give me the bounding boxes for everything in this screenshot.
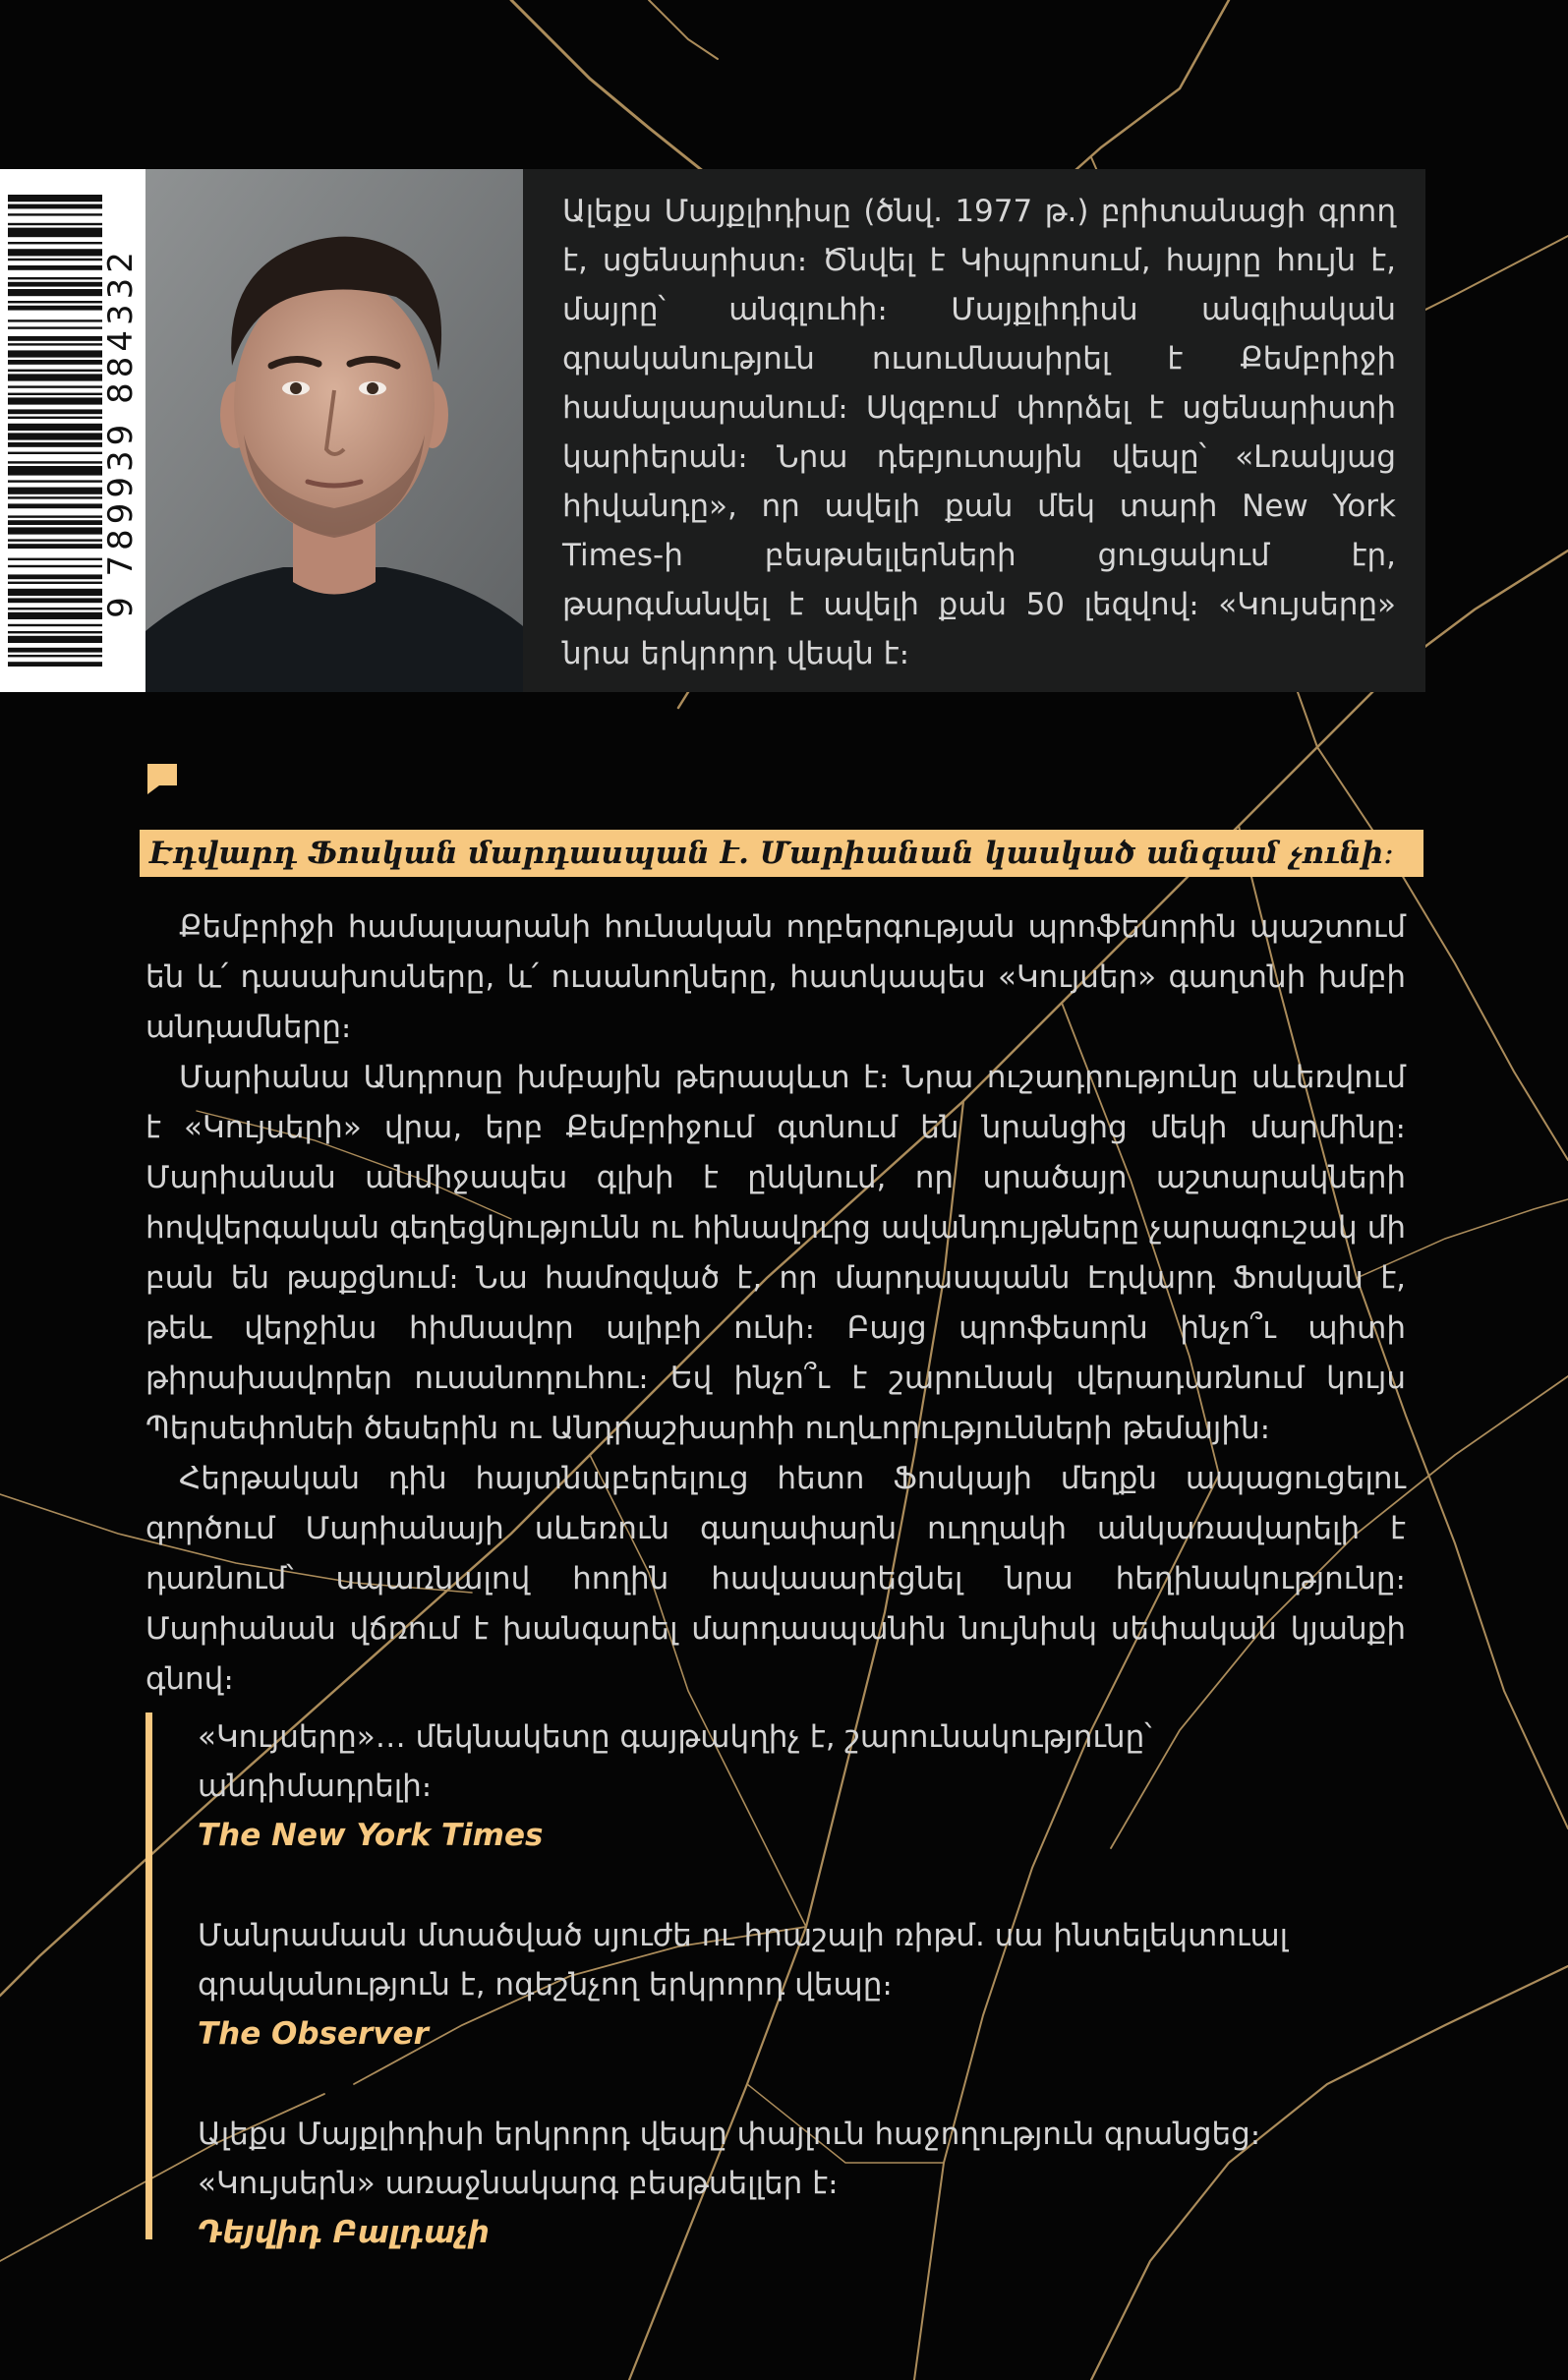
barcode-bar <box>8 326 102 328</box>
barcode-bar <box>8 397 102 404</box>
review-1 <box>198 1712 1325 1860</box>
barcode-bar <box>8 306 102 311</box>
barcode-bar <box>8 662 102 667</box>
barcode-bar <box>8 655 102 657</box>
barcode-bar <box>8 527 102 534</box>
barcode-bar <box>8 496 102 498</box>
barcode-bar <box>8 195 102 202</box>
author-portrait <box>145 169 523 692</box>
barcode-bar <box>8 289 102 296</box>
synopsis <box>145 902 1406 1705</box>
barcode-bar <box>8 589 102 596</box>
barcode-bar <box>8 488 102 494</box>
barcode-bar <box>8 624 102 626</box>
barcode-bar <box>8 452 102 454</box>
tagline-banner: Էդվարդ Ֆոսկան մարդասպան է. Մարիանան կասկած անգամ չունի։ <box>140 830 1423 877</box>
isbn-barcode <box>0 169 145 692</box>
synopsis-paragraph-2: Մարիանա Անդրոսը խմբային թերապևտ է։ Նրա ուշադրությունը սևեռվում է «Կույսերի» վրա, երբ Քեմբրիջում գտնում են նրանցից մեկի մարմինը։ Մարիանան անմիջապես գլխի է ընկնում, որ սրածայր աշտարակների հովվերգական գեղեցկությունն ու հինավուրց ավանդույթները չարագուշակ մի բան են թաքցնում։ Նա համոզված է, որ մարդասպանն Էդվարդ Ֆոսկան է, թեև վերջինս հիմնավոր ալիբի ունի։ Բայց պրոֆեսորն ինչո՞ւ պիտի թիրախավորեր ուսանողուհու։ Եվ ինչո՞ւ է շարունակ վերադառնում կույս Պերսեփոնեի ծեսերին ու Անդրաշխարհի ուղևորությունների թեմային։ <box>145 1060 1406 1446</box>
barcode-bar <box>8 442 102 447</box>
barcode-bar <box>8 259 102 261</box>
barcode-bar <box>8 648 102 653</box>
barcode-bar <box>8 319 102 321</box>
barcode-bar <box>8 574 102 579</box>
barcode-bar <box>8 582 102 584</box>
barcode-bar <box>8 480 102 482</box>
barcode-bar <box>8 228 102 238</box>
review-text: «Կույսերը»… մեկնակետը գայթակղիչ է, շարունակությունը՝ անդիմադրելի։ <box>198 1719 1152 1804</box>
barcode-bar <box>8 466 102 476</box>
barcode-bar <box>8 636 102 643</box>
barcode-bar <box>8 503 102 508</box>
barcode-bar <box>8 350 102 357</box>
barcode-bar <box>8 213 102 215</box>
barcode-bar <box>8 520 102 525</box>
barcode-bar <box>8 265 102 270</box>
barcode-bar <box>8 336 102 341</box>
barcode-bar <box>8 598 102 603</box>
speech-bubble-icon <box>145 762 179 795</box>
barcode-bar <box>8 409 102 414</box>
barcode-bar <box>8 242 102 244</box>
barcode-bar <box>8 515 102 517</box>
barcode-bar <box>8 544 102 549</box>
review-text: Ալեքս Մայքլիդիսի երկրորդ վեպը փայլուն հաջողություն գրանցեց։ «Կույսերն» առաջնակարգ բեսթսելլեր է։ <box>198 2117 1261 2201</box>
review-source: The Observer <box>198 2016 429 2052</box>
review-quotes <box>145 1712 1325 2250</box>
barcode-bar <box>8 433 102 439</box>
barcode-bar <box>8 539 102 541</box>
review-source: Դեյվիդ Բալդաչի <box>198 2215 490 2250</box>
barcode-bar <box>8 631 102 633</box>
review-source: The New York Times <box>198 1818 544 1853</box>
review-3 <box>198 2110 1325 2257</box>
barcode-digits: 9 789939 884332 <box>101 247 141 618</box>
author-bio-box <box>523 169 1425 692</box>
barcode-bar <box>8 204 102 209</box>
synopsis-paragraph-1: Քեմբրիջի համալսարանի հունական ողբերգության պրոֆեսորին պաշտում են և՛ դասախոսները, և՛ ուսանողները, հատկապես «Կույսեր» գաղտնի խմբի անդամները։ <box>145 909 1406 1045</box>
author-bio-text: Ալեքս Մայքլիդիսը (ծնվ. 1977 թ.) բրիտանացի գրող է, սցենարիստ։ Ծնվել է Կիպրոսում, հայրը հույն է, մայրը՝ անգլուհի։ Մայքլիդիսն անգլիական գրականություն ուսումնասիրել է Քեմբրիջի համալսարանում։ Սկզբում փորձել է սցենարիստի կարիերան։ Նրա դեբյուտային վեպը՝ «Լռակյաց հիվանդը», որ ավելի քան մեկ տարի New York Times-ի բեսթսելլերների ցուցակում էր, թարգմանվել է ավելի քան 50 լեզվով։ «Կույսերը» նրա երկրորդ վեպն է։ <box>562 194 1396 671</box>
barcode-bars <box>8 195 102 667</box>
barcode-bar <box>8 370 102 372</box>
barcode-bar <box>8 282 102 287</box>
barcode-bar <box>8 608 102 610</box>
barcode-bar <box>8 461 102 463</box>
barcode-bar <box>8 277 102 279</box>
barcode-bar <box>8 374 102 380</box>
barcode-bar <box>8 612 102 619</box>
barcode-bar <box>8 565 102 567</box>
barcode-bar <box>8 558 102 560</box>
barcode-bar <box>8 301 102 303</box>
synopsis-paragraph-3: Հերթական դին հայտնաբերելուց հետո Ֆոսկայի մեղքն ապացուցելու գործում Մարիանայի սևեռուն գաղափարն ուղղակի անկառավարելի է դառնում՝ սպառնալով հողին հավասարեցնել նրա հեղինակությունը։ Մարիանան վճռում է խանգարել մարդասպանին նույնիսկ սեփական կյանքի գնով։ <box>145 1461 1406 1697</box>
barcode-bar <box>8 385 102 387</box>
barcode-bar <box>8 417 102 419</box>
barcode-bar <box>8 249 102 256</box>
barcode-bar <box>8 424 102 431</box>
barcode-bar <box>8 360 102 365</box>
barcode-bar <box>8 223 102 225</box>
barcode-bar <box>8 343 102 345</box>
barcode-bar <box>8 393 102 395</box>
review-text: Մանրամասն մտածված սյուժե ու հրաշալի ռիթմ. սա ինտելեկտուալ գրականություն է, ոգեշնչող երկրորդ վեպը։ <box>198 1918 1289 2003</box>
review-2 <box>198 1911 1325 2059</box>
